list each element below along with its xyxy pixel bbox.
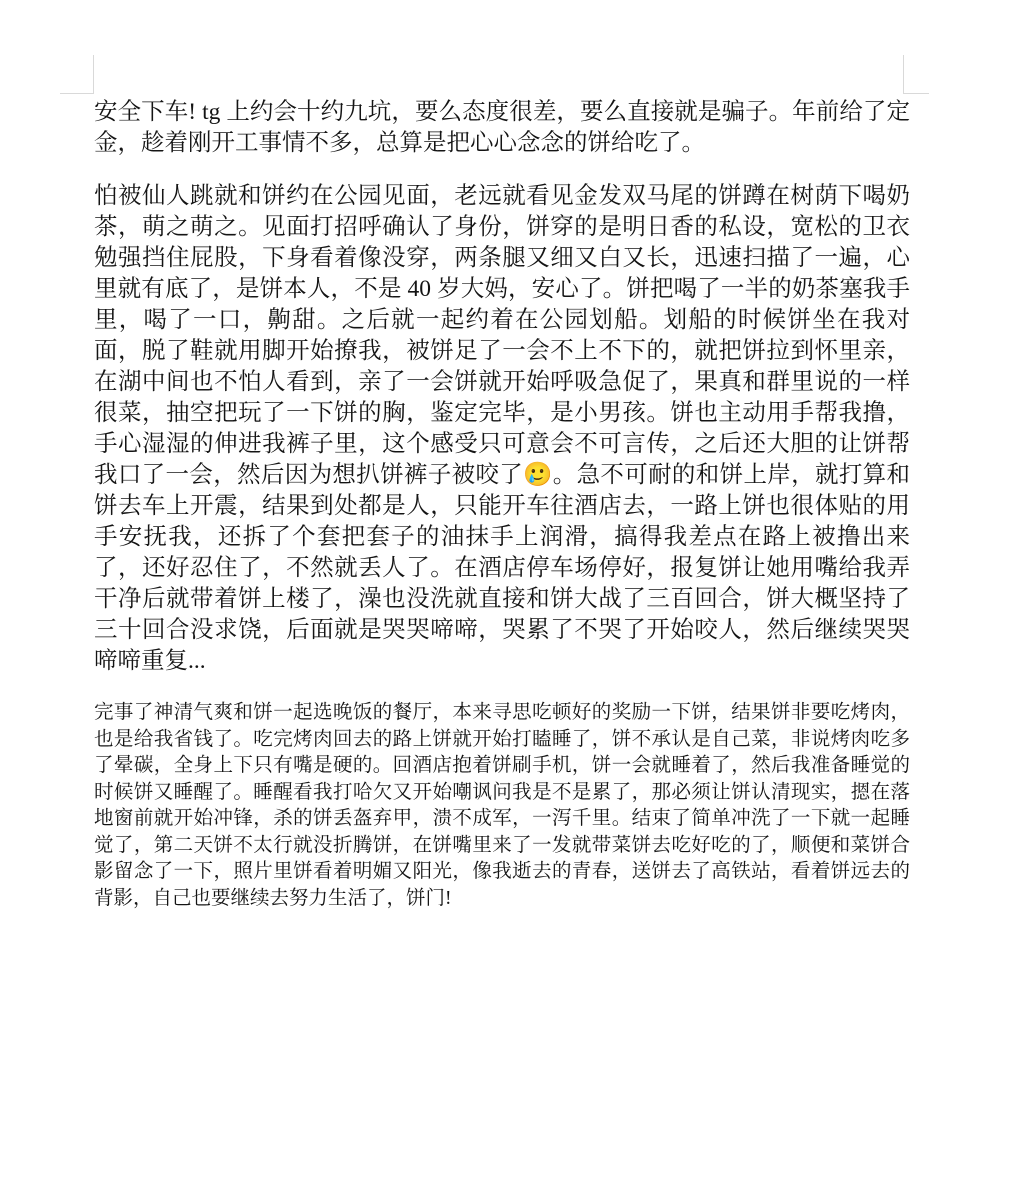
margin-corner-mark-top-right [903,55,929,94]
paragraph-ending: 完事了神清气爽和饼一起选晚饭的餐厅，本来寻思吃顿好的奖励一下饼，结果饼非要吃烤肉，也是给我省钱了。吃完烤肉回去的路上饼就开始打瞌睡了，饼不承认是自己菜，非说烤肉吃多了晕碳，全身上下只有嘴是硬的。回酒店抱着饼刷手机，饼一会就睡着了，然后我准备睡觉的时候饼又睡醒了。睡醒看我打哈欠又开始嘲讽问我是不是累了，那必须让饼认清现实，摁在落地窗前就开始冲锋，杀的饼丢盔弃甲，溃不成军，一泻千里。结束了简单冲洗了一下就一起睡觉了，第二天饼不太行就没折腾饼，在饼嘴里来了一发就带菜饼去吃好吃的了，顺便和菜饼合影留念了一下，照片里饼看着明媚又阳光，像我逝去的青春，送饼去了高铁站，看着饼远去的背影，自己也要继续去努力生活了，饼门! [94,702,910,909]
document-body [94,97,910,912]
paragraph-intro: 安全下车! tg 上约会十约九坑，要么态度很差，要么直接就是骗子。年前给了定金，趁着刚开工事情不多，总算是把心心念念的饼给吃了。 [94,99,910,156]
margin-corner-mark-top-left [60,55,94,94]
paragraph-main-story: 怕被仙人跳就和饼约在公园见面，老远就看见金发双马尾的饼蹲在树荫下喝奶茶，萌之萌之。见面打招呼确认了身份，饼穿的是明日香的私设，宽松的卫衣勉强挡住屁股，下身看着像没穿，两条腿又细又白又长，迅速扫描了一遍，心里就有底了，是饼本人，不是 40 岁大妈，安心了。饼把喝了一半的奶茶塞我手里，喝了一口，齁甜。之后就一起约着在公园划船。划船的时候饼坐在我对面，脱了鞋就用脚开始撩我，被饼足了一会不上不下的，就把饼拉到怀里亲，在湖中间也不怕人看到，亲了一会饼就开始呼吸急促了，果真和群里说的一样很菜，抽空把玩了一下饼的胸，鉴定完毕，是小男孩。饼也主动用手帮我撸，手心湿湿的伸进我裤子里，这个感受只可意会不可言传，之后还大胆的让饼帮我口了一会，然后因为想扒饼裤子被咬了🥲。急不可耐的和饼上岸，就打算和饼去车上开震，结果到处都是人，只能开车往酒店去，一路上饼也很体贴的用手安抚我，还拆了个套把套子的油抹手上润滑，搞得我差点在路上被撸出来了，还好忍住了，不然就丢人了。在酒店停车场停好，报复饼让她用嘴给我弄干净后就带着饼上楼了，澡也没洗就直接和饼大战了三百回合，饼大概坚持了三十回合没求饶，后面就是哭哭啼啼，哭累了不哭了开始咬人，然后继续哭哭啼啼重复... [94,183,910,674]
